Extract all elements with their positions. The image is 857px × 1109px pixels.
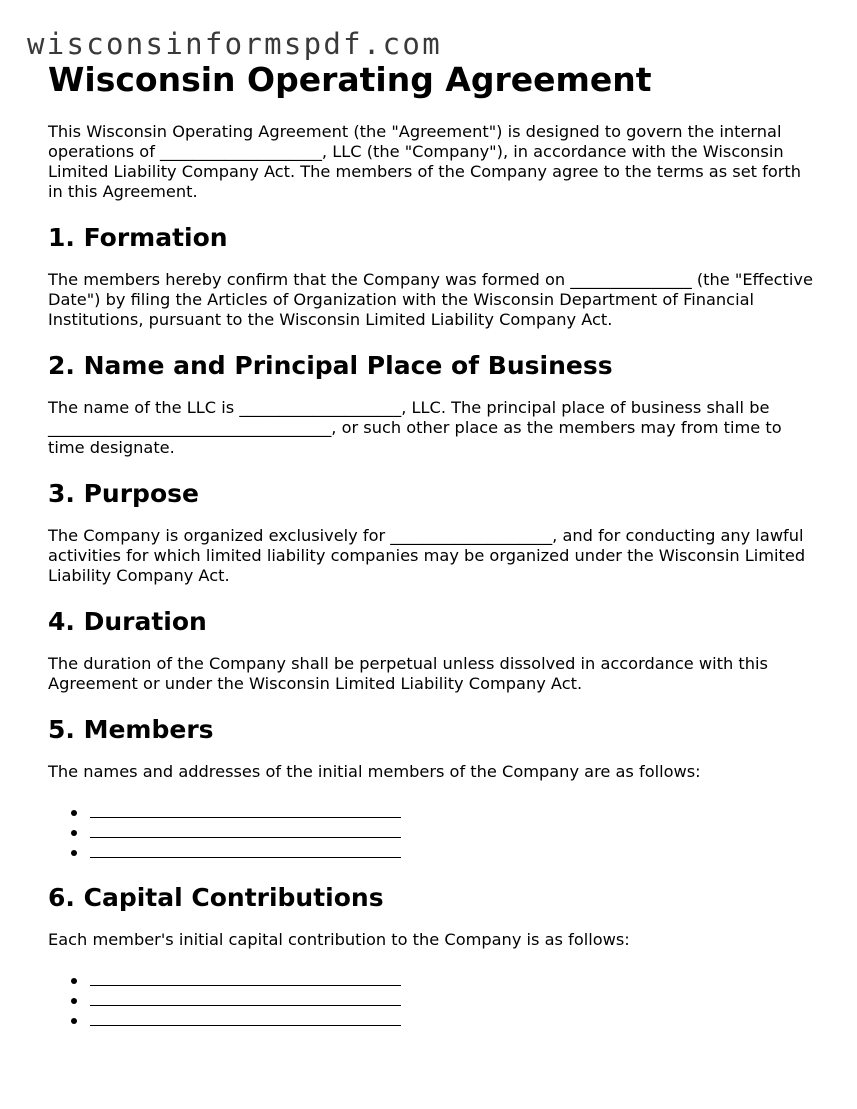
intro-paragraph: This Wisconsin Operating Agreement (the "Agreement") is designed to govern the internal operations of ____________________, LLC (the "Company"), in accordance with the Wisconsin Limited Liability Company Act. The members of the Company agree to the terms as set forth in this Agreement. [48,122,802,201]
section-heading: 4. Duration [48,607,207,636]
section-body: The members hereby confirm that the Company was formed on _______________ (the "Effective Date") by filing the Articles of Organization with the Wisconsin Department of Financial Institutions, pursuant to the Wisconsin Limited Liability Company Act. [48,270,813,329]
list-item [48,802,818,822]
blank-fill-line[interactable] [90,1010,401,1026]
blank-fill-line[interactable] [90,842,401,858]
section-purpose [48,478,818,586]
section-heading: 2. Name and Principal Place of Business [48,351,613,380]
section-body: Each member's initial capital contribution to the Company is as follows: [48,930,630,949]
section-heading: 6. Capital Contributions [48,883,384,912]
list-item [48,822,818,842]
document-title: Wisconsin Operating Agreement [48,60,652,99]
list-item [48,842,818,862]
list-item [48,1010,818,1030]
section-heading: 1. Formation [48,223,228,252]
section-heading: 3. Purpose [48,479,199,508]
section-capital-contributions [48,882,818,1030]
blank-fill-line[interactable] [90,822,401,838]
list-item [48,990,818,1010]
members-list [48,802,818,862]
list-item [48,970,818,990]
section-body: The duration of the Company shall be perpetual unless dissolved in accordance with this Agreement or under the Wisconsin Limited Liability Company Act. [48,654,768,693]
section-members [48,714,818,862]
blank-fill-line[interactable] [90,802,401,818]
section-body: The Company is organized exclusively for ____________________, and for conducting any lawful activities for which limited liability companies may be organized under the Wisconsin Limited Liability Company Act. [48,526,806,585]
section-heading: 5. Members [48,715,214,744]
section-name-and-place [48,350,818,458]
document-body [48,58,818,1050]
section-duration [48,606,818,694]
section-formation [48,222,818,330]
section-body: The names and addresses of the initial members of the Company are as follows: [48,762,701,781]
site-watermark: wisconsinformspdf.com [27,27,442,61]
blank-fill-line[interactable] [90,990,401,1006]
blank-fill-line[interactable] [90,970,401,986]
section-body: The name of the LLC is ____________________, LLC. The principal place of business shall be ___________________________________, or such other place as the members may from time to time designate. [48,398,782,457]
contributions-list [48,970,818,1030]
